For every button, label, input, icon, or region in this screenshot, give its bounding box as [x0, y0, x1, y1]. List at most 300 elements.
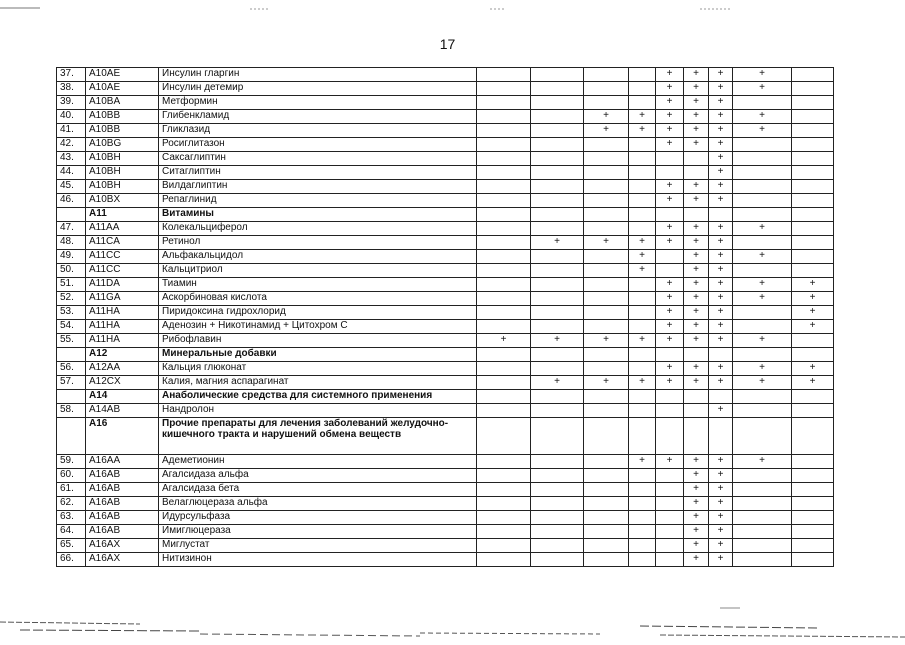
- mark-cell: +: [709, 82, 733, 96]
- row-number-cell: 57.: [57, 376, 86, 390]
- row-number-cell: 62.: [57, 497, 86, 511]
- mark-cell: [584, 264, 629, 278]
- mark-cell: +: [684, 292, 709, 306]
- mark-cell: +: [733, 124, 792, 138]
- atc-code-cell: A10BH: [86, 166, 159, 180]
- mark-cell: [531, 292, 584, 306]
- mark-cell: +: [531, 376, 584, 390]
- row-number-cell: 61.: [57, 483, 86, 497]
- drug-name-cell: Глибенкламид: [159, 110, 477, 124]
- mark-cell: +: [709, 68, 733, 82]
- mark-cell: [792, 124, 834, 138]
- mark-cell: [733, 404, 792, 418]
- mark-cell: [733, 483, 792, 497]
- row-number-cell: 49.: [57, 250, 86, 264]
- atc-code-cell: A10AE: [86, 82, 159, 96]
- mark-cell: [792, 455, 834, 469]
- table-row: [57, 362, 834, 376]
- mark-cell: [531, 525, 584, 539]
- mark-cell: [792, 250, 834, 264]
- mark-cell: [656, 250, 684, 264]
- mark-cell: [792, 222, 834, 236]
- row-number-cell: [57, 348, 86, 362]
- mark-cell: +: [656, 110, 684, 124]
- mark-cell: +: [629, 334, 656, 348]
- mark-cell: [629, 483, 656, 497]
- table-row: [57, 96, 834, 110]
- mark-cell: [584, 68, 629, 82]
- table-row: [57, 292, 834, 306]
- mark-cell: +: [656, 306, 684, 320]
- mark-cell: [629, 194, 656, 208]
- mark-cell: +: [656, 222, 684, 236]
- mark-cell: [477, 320, 531, 334]
- table-group-row: [57, 208, 834, 222]
- drug-name-cell: Агалсидаза бета: [159, 483, 477, 497]
- mark-cell: +: [709, 497, 733, 511]
- mark-cell: [629, 539, 656, 553]
- atc-code-cell: A14: [86, 390, 159, 404]
- atc-code-cell: A11HA: [86, 320, 159, 334]
- mark-cell: [733, 96, 792, 110]
- mark-cell: +: [709, 278, 733, 292]
- mark-cell: [733, 469, 792, 483]
- atc-code-cell: A16AB: [86, 525, 159, 539]
- mark-cell: [584, 418, 629, 455]
- mark-cell: +: [656, 236, 684, 250]
- mark-cell: +: [584, 124, 629, 138]
- mark-cell: [733, 306, 792, 320]
- mark-cell: [792, 96, 834, 110]
- mark-cell: [477, 455, 531, 469]
- mark-cell: [477, 82, 531, 96]
- mark-cell: [584, 82, 629, 96]
- table-row: [57, 525, 834, 539]
- mark-cell: [477, 348, 531, 362]
- mark-cell: +: [709, 264, 733, 278]
- mark-cell: +: [656, 68, 684, 82]
- drug-name-cell: Велаглюцераза альфа: [159, 497, 477, 511]
- mark-cell: [584, 404, 629, 418]
- mark-cell: [531, 96, 584, 110]
- mark-cell: [656, 348, 684, 362]
- mark-cell: [531, 278, 584, 292]
- table-row: [57, 511, 834, 525]
- mark-cell: [733, 180, 792, 194]
- mark-cell: [709, 390, 733, 404]
- mark-cell: [629, 404, 656, 418]
- mark-cell: [584, 208, 629, 222]
- mark-cell: [584, 278, 629, 292]
- row-number-cell: 50.: [57, 264, 86, 278]
- drug-name-cell: Нандролон: [159, 404, 477, 418]
- mark-cell: +: [792, 278, 834, 292]
- table-row: [57, 483, 834, 497]
- mark-cell: +: [584, 334, 629, 348]
- mark-cell: [792, 152, 834, 166]
- row-number-cell: 43.: [57, 152, 86, 166]
- drug-name-cell: Инсулин гларгин: [159, 68, 477, 82]
- mark-cell: [709, 348, 733, 362]
- mark-cell: +: [709, 334, 733, 348]
- drug-name-cell: Миглустат: [159, 539, 477, 553]
- mark-cell: [792, 390, 834, 404]
- mark-cell: [684, 166, 709, 180]
- atc-code-cell: A10BH: [86, 180, 159, 194]
- row-number-cell: [57, 208, 86, 222]
- mark-cell: [629, 180, 656, 194]
- table-row: [57, 539, 834, 553]
- mark-cell: +: [684, 236, 709, 250]
- mark-cell: [733, 390, 792, 404]
- table-row: [57, 194, 834, 208]
- mark-cell: [792, 166, 834, 180]
- mark-cell: +: [709, 404, 733, 418]
- mark-cell: [584, 390, 629, 404]
- mark-cell: [684, 208, 709, 222]
- row-number-cell: 66.: [57, 553, 86, 567]
- drug-name-cell: Ретинол: [159, 236, 477, 250]
- mark-cell: +: [684, 250, 709, 264]
- mark-cell: +: [709, 292, 733, 306]
- mark-cell: [656, 208, 684, 222]
- mark-cell: [792, 539, 834, 553]
- drug-name-cell: Адеметионин: [159, 455, 477, 469]
- mark-cell: [656, 525, 684, 539]
- mark-cell: [531, 553, 584, 567]
- mark-cell: [656, 539, 684, 553]
- mark-cell: [792, 194, 834, 208]
- table-row: [57, 455, 834, 469]
- mark-cell: [531, 455, 584, 469]
- mark-cell: +: [684, 525, 709, 539]
- atc-code-cell: A11HA: [86, 306, 159, 320]
- mark-cell: [629, 553, 656, 567]
- mark-cell: +: [684, 68, 709, 82]
- mark-cell: +: [656, 194, 684, 208]
- table-row: [57, 278, 834, 292]
- mark-cell: +: [656, 376, 684, 390]
- mark-cell: +: [709, 306, 733, 320]
- drug-name-cell: Тиамин: [159, 278, 477, 292]
- table-row: [57, 180, 834, 194]
- mark-cell: [584, 483, 629, 497]
- mark-cell: [629, 138, 656, 152]
- atc-code-cell: A16AB: [86, 497, 159, 511]
- mark-cell: [477, 404, 531, 418]
- mark-cell: [477, 96, 531, 110]
- scan-artifact-top: [0, 0, 905, 6]
- mark-cell: [531, 180, 584, 194]
- mark-cell: +: [709, 96, 733, 110]
- atc-code-cell: A16AB: [86, 483, 159, 497]
- mark-cell: +: [656, 180, 684, 194]
- mark-cell: +: [733, 110, 792, 124]
- mark-cell: [477, 124, 531, 138]
- row-number-cell: 42.: [57, 138, 86, 152]
- mark-cell: [629, 348, 656, 362]
- mark-cell: +: [709, 376, 733, 390]
- scan-artifact-bottom: [0, 600, 905, 640]
- mark-cell: +: [656, 455, 684, 469]
- mark-cell: [531, 166, 584, 180]
- atc-code-cell: A11AA: [86, 222, 159, 236]
- mark-cell: +: [656, 138, 684, 152]
- mark-cell: +: [733, 376, 792, 390]
- mark-cell: +: [477, 334, 531, 348]
- mark-cell: +: [684, 455, 709, 469]
- mark-cell: [531, 483, 584, 497]
- mark-cell: [584, 362, 629, 376]
- mark-cell: [477, 236, 531, 250]
- mark-cell: [792, 208, 834, 222]
- mark-cell: +: [684, 497, 709, 511]
- mark-cell: [584, 320, 629, 334]
- mark-cell: [531, 362, 584, 376]
- mark-cell: [629, 469, 656, 483]
- mark-cell: [584, 553, 629, 567]
- mark-cell: [477, 250, 531, 264]
- mark-cell: [531, 497, 584, 511]
- mark-cell: [584, 306, 629, 320]
- drug-name-cell: Вилдаглиптин: [159, 180, 477, 194]
- drug-name-cell: Аскорбиновая кислота: [159, 292, 477, 306]
- drug-name-cell: Кальцитриол: [159, 264, 477, 278]
- row-number-cell: 37.: [57, 68, 86, 82]
- drug-name-cell: Пиридоксина гидрохлорид: [159, 306, 477, 320]
- mark-cell: +: [792, 376, 834, 390]
- mark-cell: +: [684, 334, 709, 348]
- mark-cell: [531, 138, 584, 152]
- table-row: [57, 138, 834, 152]
- mark-cell: +: [733, 455, 792, 469]
- mark-cell: [477, 278, 531, 292]
- atc-code-cell: A11GA: [86, 292, 159, 306]
- mark-cell: +: [684, 222, 709, 236]
- mark-cell: [477, 208, 531, 222]
- table-row: [57, 166, 834, 180]
- atc-code-cell: A10BB: [86, 110, 159, 124]
- mark-cell: +: [733, 334, 792, 348]
- table-row: [57, 376, 834, 390]
- mark-cell: +: [733, 250, 792, 264]
- table-row: [57, 82, 834, 96]
- mark-cell: +: [733, 292, 792, 306]
- mark-cell: [531, 264, 584, 278]
- mark-cell: +: [629, 455, 656, 469]
- mark-cell: [477, 222, 531, 236]
- mark-cell: [531, 152, 584, 166]
- mark-cell: +: [656, 334, 684, 348]
- mark-cell: [733, 152, 792, 166]
- mark-cell: +: [709, 110, 733, 124]
- drug-name-cell: Витамины: [159, 208, 477, 222]
- table-row: [57, 250, 834, 264]
- mark-cell: [629, 320, 656, 334]
- mark-cell: [531, 208, 584, 222]
- drug-name-cell: Саксаглиптин: [159, 152, 477, 166]
- mark-cell: +: [629, 236, 656, 250]
- atc-code-cell: A16AB: [86, 511, 159, 525]
- mark-cell: +: [709, 483, 733, 497]
- mark-cell: [629, 166, 656, 180]
- atc-code-cell: A11CC: [86, 250, 159, 264]
- drug-name-cell: Калия, магния аспарагинат: [159, 376, 477, 390]
- mark-cell: +: [656, 124, 684, 138]
- mark-cell: [477, 362, 531, 376]
- row-number-cell: 38.: [57, 82, 86, 96]
- table-group-row: [57, 348, 834, 362]
- drug-name-cell: Гликлазид: [159, 124, 477, 138]
- mark-cell: +: [684, 483, 709, 497]
- mark-cell: [477, 553, 531, 567]
- mark-cell: +: [709, 180, 733, 194]
- table-row: [57, 68, 834, 82]
- table-row: [57, 320, 834, 334]
- mark-cell: +: [656, 362, 684, 376]
- mark-cell: [656, 418, 684, 455]
- mark-cell: [584, 180, 629, 194]
- atc-code-cell: A11: [86, 208, 159, 222]
- mark-cell: +: [733, 278, 792, 292]
- atc-code-cell: A14AB: [86, 404, 159, 418]
- mark-cell: [477, 306, 531, 320]
- mark-cell: [584, 455, 629, 469]
- table-group-row: [57, 390, 834, 404]
- mark-cell: [531, 320, 584, 334]
- mark-cell: [584, 539, 629, 553]
- drug-name-cell: Росиглитазон: [159, 138, 477, 152]
- mark-cell: [709, 418, 733, 455]
- atc-code-cell: A10BH: [86, 152, 159, 166]
- drug-name-cell: Ситаглиптин: [159, 166, 477, 180]
- drug-name-cell: Прочие препараты для лечения заболеваний желудочно-кишечного тракта и нарушений обмена веществ: [159, 418, 477, 455]
- mark-cell: +: [684, 362, 709, 376]
- mark-cell: [531, 511, 584, 525]
- mark-cell: [584, 511, 629, 525]
- mark-cell: +: [792, 306, 834, 320]
- mark-cell: [531, 124, 584, 138]
- table-row: [57, 497, 834, 511]
- mark-cell: [629, 152, 656, 166]
- atc-code-cell: A11DA: [86, 278, 159, 292]
- row-number-cell: 39.: [57, 96, 86, 110]
- mark-cell: [477, 469, 531, 483]
- mark-cell: [656, 497, 684, 511]
- mark-cell: +: [709, 362, 733, 376]
- mark-cell: [792, 497, 834, 511]
- mark-cell: [792, 82, 834, 96]
- mark-cell: [584, 497, 629, 511]
- mark-cell: [733, 418, 792, 455]
- mark-cell: [531, 390, 584, 404]
- table-row: [57, 264, 834, 278]
- table-row: [57, 222, 834, 236]
- mark-cell: +: [709, 511, 733, 525]
- row-number-cell: 60.: [57, 469, 86, 483]
- mark-cell: [684, 348, 709, 362]
- atc-code-cell: A10AE: [86, 68, 159, 82]
- page-number: 17: [439, 36, 456, 52]
- mark-cell: [733, 320, 792, 334]
- mark-cell: [629, 390, 656, 404]
- drug-name-cell: Колекальциферол: [159, 222, 477, 236]
- atc-code-cell: A10BG: [86, 138, 159, 152]
- mark-cell: [629, 497, 656, 511]
- mark-cell: [531, 110, 584, 124]
- row-number-cell: 44.: [57, 166, 86, 180]
- mark-cell: [792, 525, 834, 539]
- mark-cell: [792, 334, 834, 348]
- mark-cell: [629, 362, 656, 376]
- mark-cell: [531, 404, 584, 418]
- atc-code-cell: A11HA: [86, 334, 159, 348]
- mark-cell: +: [656, 292, 684, 306]
- mark-cell: [477, 68, 531, 82]
- atc-code-cell: A16AX: [86, 553, 159, 567]
- drug-name-cell: Инсулин детемир: [159, 82, 477, 96]
- mark-cell: [733, 497, 792, 511]
- mark-cell: [656, 264, 684, 278]
- mark-cell: +: [684, 469, 709, 483]
- mark-cell: [477, 264, 531, 278]
- table-row: [57, 404, 834, 418]
- row-number-cell: 53.: [57, 306, 86, 320]
- mark-cell: [656, 152, 684, 166]
- row-number-cell: 41.: [57, 124, 86, 138]
- atc-code-cell: A16AB: [86, 469, 159, 483]
- mark-cell: [531, 222, 584, 236]
- mark-cell: [584, 194, 629, 208]
- mark-cell: [629, 208, 656, 222]
- mark-cell: +: [584, 236, 629, 250]
- row-number-cell: 59.: [57, 455, 86, 469]
- row-number-cell: 47.: [57, 222, 86, 236]
- mark-cell: [684, 418, 709, 455]
- mark-cell: +: [709, 152, 733, 166]
- mark-cell: +: [709, 553, 733, 567]
- mark-cell: [531, 82, 584, 96]
- atc-code-cell: A10BX: [86, 194, 159, 208]
- mark-cell: +: [531, 334, 584, 348]
- mark-cell: +: [709, 320, 733, 334]
- mark-cell: [584, 96, 629, 110]
- mark-cell: +: [684, 138, 709, 152]
- mark-cell: +: [733, 82, 792, 96]
- mark-cell: [531, 348, 584, 362]
- mark-cell: +: [792, 292, 834, 306]
- mark-cell: [709, 208, 733, 222]
- mark-cell: +: [684, 82, 709, 96]
- mark-cell: [531, 418, 584, 455]
- mark-cell: +: [709, 138, 733, 152]
- mark-cell: [792, 469, 834, 483]
- mark-cell: [584, 525, 629, 539]
- mark-cell: [477, 194, 531, 208]
- mark-cell: [584, 222, 629, 236]
- mark-cell: +: [684, 180, 709, 194]
- mark-cell: +: [629, 124, 656, 138]
- row-number-cell: 48.: [57, 236, 86, 250]
- row-number-cell: 51.: [57, 278, 86, 292]
- mark-cell: [629, 222, 656, 236]
- table-row: [57, 334, 834, 348]
- mark-cell: +: [709, 222, 733, 236]
- mark-cell: [733, 236, 792, 250]
- mark-cell: [656, 511, 684, 525]
- drug-name-cell: Минеральные добавки: [159, 348, 477, 362]
- mark-cell: +: [684, 124, 709, 138]
